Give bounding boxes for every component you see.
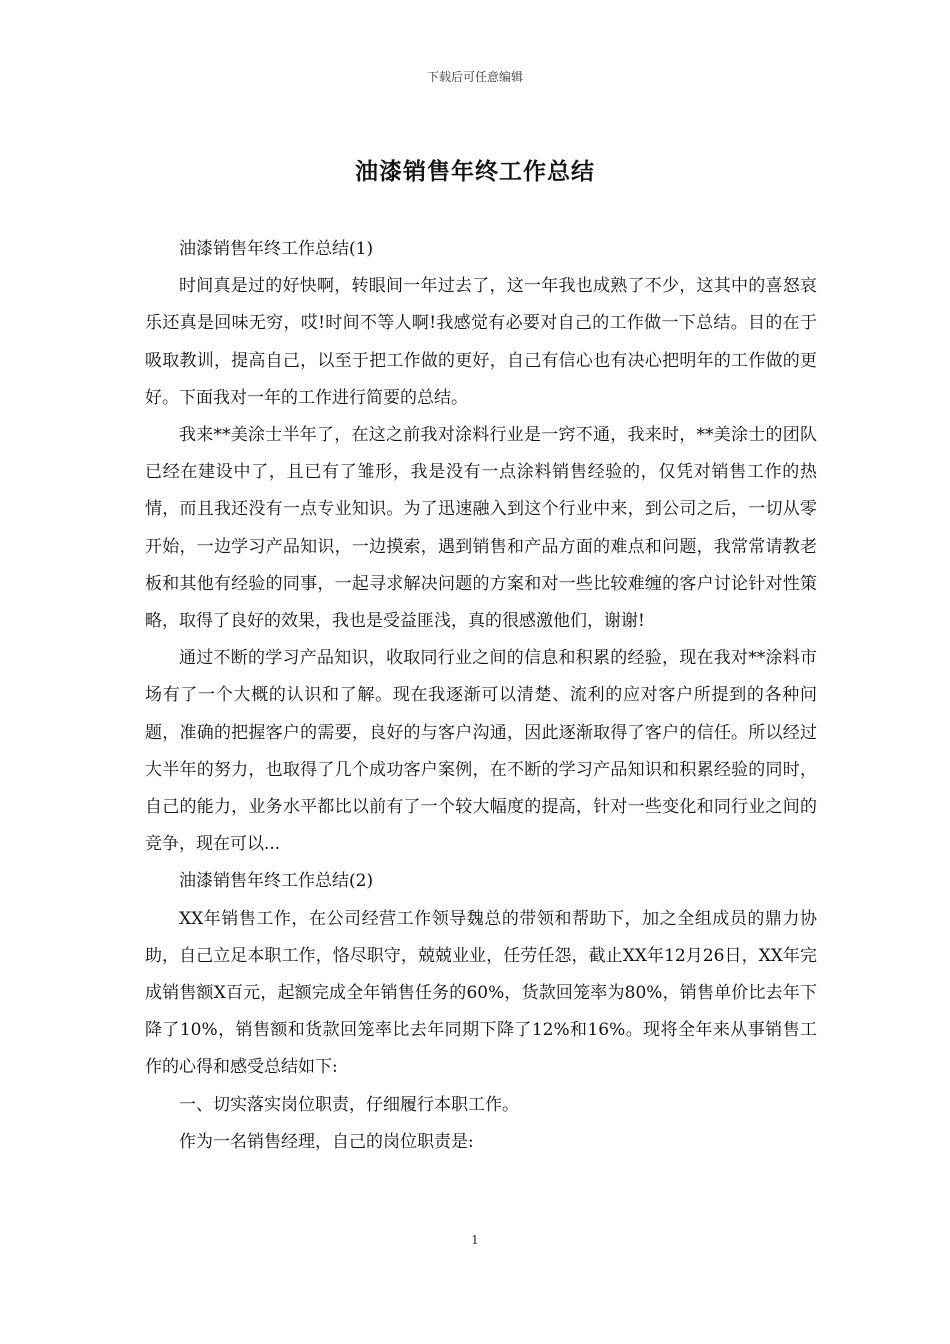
section-heading-2: 油漆销售年终工作总结(2) [179, 871, 374, 892]
paragraph: XX年销售工作，在公司经营工作领导魏总的带领和帮助下，加之全组成员的鼎力协助，自己立足本职工作，恪尽职守，兢兢业业，任劳任怨，截止XX年12月26日，XX年完成销售额X百元，起额完成全年销售任务的60%，货款回笼率为80%，销售单价比去年下降了10%，销售额和货款回笼率比去年同期下降了12%和16%。现将全年来从事销售工作的心得和感受总结如下: [145, 908, 817, 1078]
page-number: 1 [471, 1233, 479, 1247]
paragraph: 时间真是过的好快啊，转眼间一年过去了，这一年我也成熟了不少，这其中的喜怒哀乐还真是回味无穷，哎!时间不等人啊!我感觉有必要对自己的工作做一下总结。目的在于吸取教训，提高自己，以至于把工作做的更好，自己有信心也有决心把明年的工作做的更好。下面我对一年的工作进行简要的总结。 [145, 276, 817, 408]
paragraph: 通过不断的学习产品知识，收取同行业之间的信息和积累的经验，现在我对**涂料市场有了一个大概的认识和了解。现在我逐渐可以清楚、流利的应对客户所提到的各种问题，准确的把握客户的需要，良好的与客户沟通，因此逐渐取得了客户的信任。所以经过大半年的努力，也取得了几个成功客户案例，在不断的学习产品知识和积累经验的同时，自己的能力，业务水平都比以前有了一个较大幅度的提高，针对一些变化和同行业之间的竞争，现在可以... [145, 648, 817, 855]
subsection-heading: 一、切实落实岗位职责，仔细履行本职工作。 [179, 1094, 519, 1115]
document-body [145, 231, 817, 1161]
header-note: 下载后可任意编辑 [426, 70, 523, 84]
paragraph: 我来**美涂士半年了，在这之前我对涂料行业是一窍不通，我来时，**美涂士的团队已经在建设中了，且已有了雏形，我是没有一点涂料销售经验的，仅凭对销售工作的热情，而且我还没有一点专业知识。为了迅速融入到这个行业中来，到公司之后，一切从零开始，一边学习产品知识，一边摸索，遇到销售和产品方面的难点和问题，我常常请教老板和其他有经验的同事，一起寻求解决问题的方案和对一些比较难缠的客户讨论针对性策略，取得了良好的效果，我也是受益匪浅，真的很感激他们，谢谢! [145, 425, 817, 632]
paragraph: 作为一名销售经理，自己的岗位职责是: [179, 1131, 474, 1152]
document-title: 油漆销售年终工作总结 [355, 158, 595, 185]
section-heading-1: 油漆销售年终工作总结(1) [179, 239, 374, 259]
